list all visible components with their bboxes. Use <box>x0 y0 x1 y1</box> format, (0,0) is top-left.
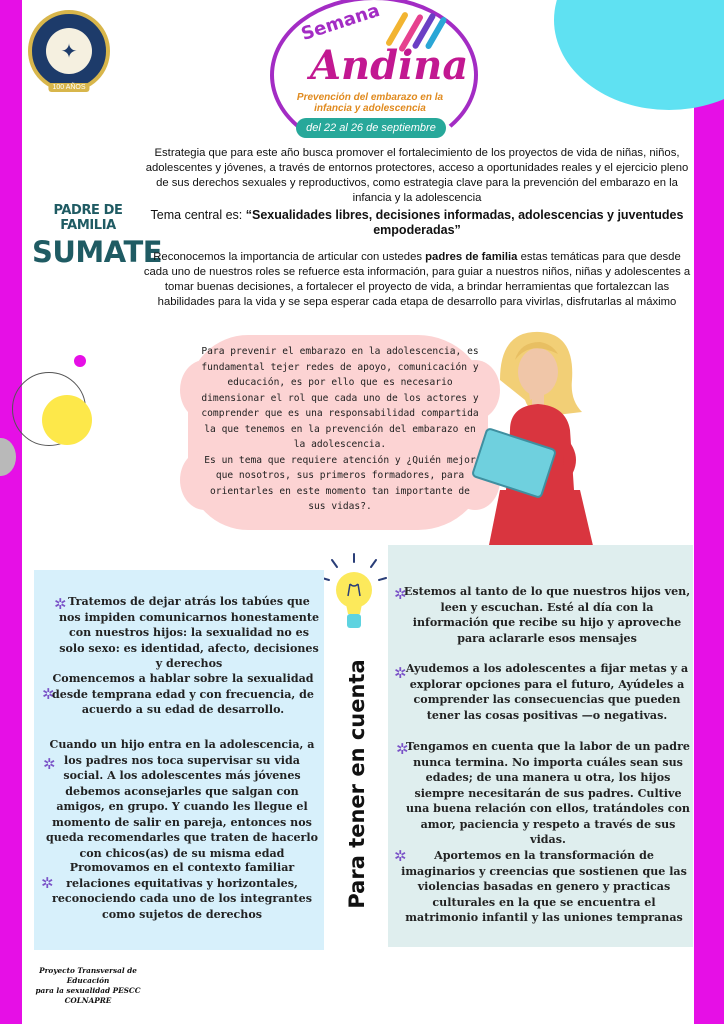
decorative-yellow-circle <box>42 395 92 445</box>
tip-item: Tratemos de dejar atrás los tabúes que nos impiden comunicarnos honestamente con nuestros hijos: la sexualidad no es solo sexo: es identidad, afecto, decisiones y derechos <box>58 595 320 670</box>
theme-value: “Sexualidades libres, decisiones informadas, adolescencias y juventudes empoderadas” <box>245 208 684 237</box>
star-bullet-icon: ✲ <box>41 875 54 892</box>
badge-title: Andina <box>310 42 469 89</box>
bubble-text-2: Es un tema que requiere atención y ¿Quién mejor que nosotros, sus primeros formadores, para orientarles en este momento tan importante de sus vidas?. <box>204 454 476 512</box>
intro-paragraph-2 <box>142 250 692 310</box>
lightbulb-icon <box>318 552 390 644</box>
logo-years: 100 AÑOS <box>48 83 89 92</box>
star-bullet-icon: ✲ <box>394 586 407 603</box>
tip-item: Estemos al tanto de lo que nuestros hijos ven, leen y escuchan. Esté al día con la información que recibe su hijo y aproveche para aclararle esos mensajes <box>403 585 691 645</box>
tip-item: Promovamos en el contexto familiar relaciones equitativas y horizontales, reconociendo cada uno de los integrantes como sujetos de derechos <box>52 861 312 921</box>
callout-line-1: PADRE DE FAMILIA <box>53 203 123 233</box>
tip-item: Ayudemos a los adolescentes a fijar metas y a explorar opciones para el futuro, Ayúdeles a comprender las consecuencias que pueden tener las cosas positivas —o negativas. <box>405 662 689 722</box>
badge-subtitle: Prevención del embarazo en la infancia y adolescencia <box>296 92 444 114</box>
star-bullet-icon: ✲ <box>43 756 56 773</box>
decorative-pink-dot <box>74 355 86 367</box>
speech-cloud-text <box>200 344 480 515</box>
bubble-text-1: Para prevenir el embarazo en la adolescencia, es fundamental tejer redes de apoyo, comunicación y educación, es por ello que es necesario dimensionar el rol que cada uno de los actores y comprender que es una responsabilidad compartida la que tenemos en la prevención del embarazo en la adolescencia. <box>201 346 479 450</box>
paragraph2-start: Reconocemos la importancia de articular con ustedes <box>153 251 423 263</box>
footer-line-2: para la sexualidad PESCC <box>35 986 141 995</box>
intro-text <box>142 146 692 310</box>
star-bullet-icon: ✲ <box>394 665 407 682</box>
callout-heading <box>32 203 163 269</box>
intro-paragraph: Estrategia que para este año busca promover el fortalecimiento de los proyectos de vida de niñas, niños, adolescentes y jóvenes, a través de entornos protectores, acceso a oportunidades reales y el ejercicio pleno de sus derechos sexuales y reproductivos, como estrategia clave para la prevención del embarazo en la infancia y la adolescencia <box>145 147 689 204</box>
star-bullet-icon: ✲ <box>394 848 407 865</box>
left-frame-bar <box>0 0 22 1024</box>
woman-with-clipboard-illustration <box>470 320 620 550</box>
school-logo <box>28 10 110 92</box>
tip-item: Cuando un hijo entra en la adolescencia, a los padres nos toca supervisar su vida social. A los adolescentes más jóvenes debemos aconsejarles que salgan con amigos, en grupo. Y cuando les llegue el momento de salir en pareja, entonces nos queda recomendarles que traten de hacerlo con chicos(as) de su misma edad <box>46 738 318 860</box>
badge-word: Semana <box>298 0 383 46</box>
paragraph2-bold: padres de familia <box>425 251 518 263</box>
footer-line-3: COLNAPRE <box>64 996 112 1005</box>
section-title-text: Para tener en cuenta <box>345 659 369 909</box>
right-frame-bar <box>694 0 724 1024</box>
star-bullet-icon: ✲ <box>54 596 67 613</box>
central-theme <box>142 208 692 238</box>
tip-item: Aportemos en la transformación de imaginarios y creencias que sostienen que las violencias basadas en genero y practicas culturales en la que se encuentra el matrimonio infantil y las uniones tempranas <box>401 849 687 924</box>
callout-line-2: SUMATE <box>32 235 163 269</box>
footer-credit <box>30 966 146 1006</box>
badge-dates: del 22 al 26 de septiembre <box>296 118 446 138</box>
semana-andina-badge <box>270 0 470 146</box>
theme-label: Tema central es: <box>150 208 243 222</box>
paragraph2-end: estas temáticas para que desde cada uno de nuestros roles se refuerce esta información, para guiar a nuestros niños, niñas y adolescentes a tomar buenas decisiones, a fortalecer el proyecto de vida, a brindar herramientas que fortalezcan las habilidades para la vida y se sepa esperar cada etapa de desarrollo para vivirlas, disfrutarlas al máximo <box>143 251 691 308</box>
section-title <box>342 659 372 909</box>
star-bullet-icon: ✲ <box>42 686 55 703</box>
tip-item: Comencemos a hablar sobre la sexualidad desde temprana edad y con frecuencia, de acuerdo a su edad de desarrollo. <box>52 672 314 716</box>
tip-item: Tengamos en cuenta que la labor de un padre nunca termina. No importa cuáles sean sus edades; de una manera u otra, los hijos siempre necesitarán de sus padres. Cultive una buena relación con ellos, tratándoles con amor, paciencia y respeto a través de sus vidas. <box>405 740 690 846</box>
star-bullet-icon: ✲ <box>396 741 409 758</box>
footer-line-1: Proyecto Transversal de Educación <box>39 966 137 985</box>
cyan-corner-shape <box>554 0 724 110</box>
eagle-icon: ✦ <box>46 28 92 74</box>
